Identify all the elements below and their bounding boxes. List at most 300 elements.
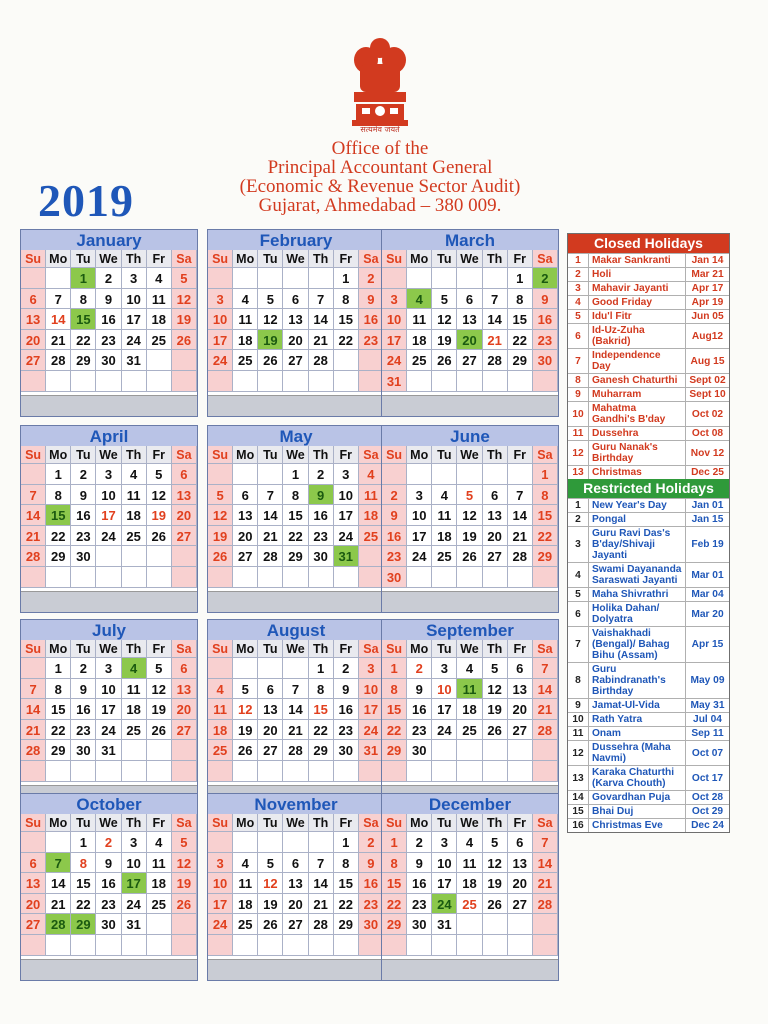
- day-cell: 25: [432, 546, 457, 567]
- month-footer: [382, 959, 558, 980]
- holiday-name: Idu'l Fitr: [589, 310, 686, 323]
- weekday-header: Fr: [508, 250, 533, 268]
- holiday-number: 4: [568, 563, 589, 587]
- empty-cell: [147, 567, 172, 588]
- empty-cell: [172, 546, 197, 567]
- weekday-header: We: [283, 640, 308, 658]
- day-cell: 3: [96, 658, 121, 679]
- day-cell: 26: [208, 546, 233, 567]
- empty-cell: [432, 371, 457, 392]
- holiday-date: Jan 01: [691, 500, 724, 511]
- day-cell: 2: [71, 464, 96, 485]
- holiday-row: [568, 790, 729, 804]
- day-cell: 9: [71, 485, 96, 506]
- empty-cell: [46, 761, 71, 782]
- day-cell: 23: [407, 720, 432, 741]
- day-cell: 28: [258, 546, 283, 567]
- empty-cell: [147, 371, 172, 392]
- day-cell: 6: [172, 464, 197, 485]
- empty-cell: [172, 567, 197, 588]
- weekday-header: Fr: [147, 814, 172, 832]
- holiday-row: [568, 712, 729, 726]
- holiday-row: [568, 281, 729, 295]
- day-cell: 24: [208, 350, 233, 371]
- month-name: July: [21, 620, 197, 640]
- day-cell: 22: [508, 330, 533, 351]
- weekday-header: Mo: [233, 640, 258, 658]
- day-cell: 11: [122, 485, 147, 506]
- empty-cell: [283, 567, 308, 588]
- day-cell: 20: [172, 505, 197, 526]
- empty-cell: [46, 268, 71, 289]
- month-days-grid: [382, 446, 558, 588]
- weekday-header: Sa: [172, 446, 197, 464]
- holiday-row: [568, 401, 729, 426]
- empty-cell: [46, 935, 71, 956]
- day-cell: 15: [309, 699, 334, 720]
- day-cell: 26: [483, 720, 508, 741]
- day-cell: 21: [533, 873, 558, 894]
- empty-cell: [258, 832, 283, 853]
- day-cell: 13: [483, 505, 508, 526]
- day-cell: 20: [258, 720, 283, 741]
- day-cell: 8: [283, 485, 308, 506]
- day-cell: 18: [122, 699, 147, 720]
- weekday-header: Su: [208, 640, 233, 658]
- day-cell: 14: [508, 505, 533, 526]
- holiday-date: Dec 24: [691, 820, 724, 831]
- day-cell: 4: [233, 289, 258, 310]
- day-cell: 28: [309, 350, 334, 371]
- day-cell: 19: [172, 873, 197, 894]
- holiday-number: 10: [568, 402, 589, 426]
- holiday-name: New Year's Day: [589, 499, 686, 512]
- day-cell: 14: [283, 699, 308, 720]
- month-footer: [208, 591, 384, 612]
- day-cell: 19: [258, 330, 283, 351]
- empty-cell: [208, 658, 233, 679]
- day-cell: 28: [533, 720, 558, 741]
- day-cell: 30: [309, 546, 334, 567]
- month-name: May: [208, 426, 384, 446]
- day-cell: 31: [122, 914, 147, 935]
- day-cell: 5: [483, 658, 508, 679]
- holiday-row: [568, 387, 729, 401]
- holiday-row: [568, 253, 729, 267]
- weekday-header: Su: [21, 250, 46, 268]
- restricted-holidays-heading: Restricted Holidays: [568, 479, 729, 498]
- day-cell: 16: [309, 505, 334, 526]
- holiday-number: 14: [568, 791, 589, 804]
- day-cell: 4: [407, 289, 432, 310]
- holiday-date: Dec 25: [691, 467, 724, 478]
- day-cell: 7: [46, 853, 71, 874]
- weekday-header: Th: [309, 250, 334, 268]
- empty-cell: [533, 371, 558, 392]
- day-cell: 2: [96, 832, 121, 853]
- holiday-date: May 31: [690, 700, 725, 711]
- day-cell: 5: [483, 832, 508, 853]
- day-cell: 5: [208, 485, 233, 506]
- day-cell: 19: [233, 720, 258, 741]
- empty-cell: [457, 914, 482, 935]
- holiday-name: Independence Day: [589, 349, 686, 373]
- day-cell: 4: [432, 485, 457, 506]
- empty-cell: [508, 371, 533, 392]
- weekday-header: Th: [309, 446, 334, 464]
- holiday-number: 8: [568, 663, 589, 698]
- month-november: [207, 793, 385, 981]
- day-cell: 27: [283, 350, 308, 371]
- weekday-header: Tu: [432, 640, 457, 658]
- day-cell: 12: [457, 505, 482, 526]
- empty-cell: [283, 371, 308, 392]
- day-cell: 9: [359, 289, 384, 310]
- day-cell: 29: [382, 914, 407, 935]
- day-cell: 29: [71, 914, 96, 935]
- holiday-name: Muharram: [589, 388, 686, 401]
- day-cell: 8: [508, 289, 533, 310]
- weekday-header: Th: [122, 446, 147, 464]
- weekday-header: Mo: [407, 250, 432, 268]
- day-cell: 16: [334, 699, 359, 720]
- empty-cell: [147, 740, 172, 761]
- day-cell: 13: [258, 699, 283, 720]
- weekday-header: Mo: [407, 640, 432, 658]
- weekday-header: Tu: [258, 640, 283, 658]
- empty-cell: [46, 567, 71, 588]
- day-cell: 7: [21, 485, 46, 506]
- day-cell: 10: [382, 309, 407, 330]
- day-cell: 2: [334, 658, 359, 679]
- empty-cell: [483, 371, 508, 392]
- holiday-date: Jan 14: [691, 255, 724, 266]
- day-cell: 1: [71, 832, 96, 853]
- weekday-header: We: [96, 640, 121, 658]
- day-cell: 11: [457, 679, 482, 700]
- day-cell: 16: [71, 699, 96, 720]
- day-cell: 26: [172, 894, 197, 915]
- holiday-name: Guru Rabindranath's Birthday: [589, 663, 686, 698]
- holiday-number: 2: [568, 268, 589, 281]
- empty-cell: [407, 935, 432, 956]
- holiday-number: 1: [568, 499, 589, 512]
- holiday-number: 6: [568, 602, 589, 626]
- weekday-header: Fr: [334, 446, 359, 464]
- day-cell: 12: [172, 853, 197, 874]
- empty-cell: [334, 567, 359, 588]
- day-cell: 1: [71, 268, 96, 289]
- holiday-number: 6: [568, 324, 589, 348]
- weekday-header: Sa: [533, 250, 558, 268]
- empty-cell: [432, 761, 457, 782]
- holiday-name: Rath Yatra: [589, 713, 686, 726]
- weekday-header: Fr: [334, 640, 359, 658]
- empty-cell: [208, 464, 233, 485]
- day-cell: 25: [147, 894, 172, 915]
- day-cell: 1: [382, 832, 407, 853]
- weekday-header: Mo: [46, 250, 71, 268]
- empty-cell: [283, 761, 308, 782]
- weekday-header: Th: [483, 814, 508, 832]
- weekday-header: We: [96, 250, 121, 268]
- weekday-header: Tu: [432, 814, 457, 832]
- day-cell: 18: [147, 309, 172, 330]
- day-cell: 4: [233, 853, 258, 874]
- empty-cell: [147, 914, 172, 935]
- holiday-row: [568, 323, 729, 348]
- day-cell: 29: [71, 350, 96, 371]
- day-cell: 14: [533, 679, 558, 700]
- weekday-header: Su: [208, 814, 233, 832]
- weekday-header: Tu: [71, 250, 96, 268]
- day-cell: 21: [21, 720, 46, 741]
- day-cell: 22: [382, 720, 407, 741]
- day-cell: 28: [533, 894, 558, 915]
- empty-cell: [122, 935, 147, 956]
- day-cell: 8: [382, 679, 407, 700]
- day-cell: 14: [258, 505, 283, 526]
- office-title: [215, 139, 545, 215]
- empty-cell: [258, 464, 283, 485]
- day-cell: 12: [147, 485, 172, 506]
- day-cell: 2: [309, 464, 334, 485]
- day-cell: 12: [483, 853, 508, 874]
- weekday-header: Sa: [172, 814, 197, 832]
- empty-cell: [122, 371, 147, 392]
- day-cell: 13: [233, 505, 258, 526]
- day-cell: 16: [407, 873, 432, 894]
- month-name: September: [382, 620, 558, 640]
- holiday-date: Mar 04: [691, 589, 724, 600]
- day-cell: 15: [71, 873, 96, 894]
- day-cell: 28: [21, 740, 46, 761]
- month-footer: [208, 395, 384, 416]
- empty-cell: [122, 761, 147, 782]
- office-line: (Economic & Revenue Sector Audit): [239, 176, 521, 197]
- day-cell: 21: [46, 330, 71, 351]
- day-cell: 3: [407, 485, 432, 506]
- day-cell: 19: [147, 699, 172, 720]
- weekday-header: Th: [483, 250, 508, 268]
- day-cell: 18: [122, 505, 147, 526]
- day-cell: 15: [283, 505, 308, 526]
- day-cell: 24: [96, 526, 121, 547]
- day-cell: 7: [483, 289, 508, 310]
- day-cell: 26: [233, 740, 258, 761]
- empty-cell: [233, 371, 258, 392]
- office-line: Office of the: [331, 138, 429, 159]
- day-cell: 4: [147, 268, 172, 289]
- holiday-name: Guru Nanak's Birthday: [589, 441, 686, 465]
- empty-cell: [21, 761, 46, 782]
- month-name: February: [208, 230, 384, 250]
- weekday-header: Mo: [233, 814, 258, 832]
- weekday-header: Sa: [533, 446, 558, 464]
- weekday-header: Mo: [233, 250, 258, 268]
- holiday-date: Mar 20: [691, 608, 724, 620]
- emblem-motto: सत्यमेव जयते: [360, 125, 400, 134]
- empty-cell: [508, 914, 533, 935]
- day-cell: 26: [457, 546, 482, 567]
- weekday-header: We: [96, 814, 121, 832]
- holiday-number: 2: [568, 513, 589, 526]
- weekday-header: Tu: [432, 446, 457, 464]
- day-cell: 28: [21, 546, 46, 567]
- day-cell: 21: [533, 699, 558, 720]
- day-cell: 25: [457, 894, 482, 915]
- day-cell: 16: [71, 505, 96, 526]
- empty-cell: [147, 761, 172, 782]
- day-cell: 28: [46, 350, 71, 371]
- empty-cell: [233, 567, 258, 588]
- day-cell: 2: [71, 658, 96, 679]
- holiday-number: 3: [568, 527, 589, 562]
- weekday-header: Su: [21, 640, 46, 658]
- holiday-number: 11: [568, 427, 589, 440]
- holiday-date: Apr 17: [691, 283, 724, 294]
- empty-cell: [457, 371, 482, 392]
- day-cell: 20: [483, 526, 508, 547]
- day-cell: 8: [46, 485, 71, 506]
- holiday-row: [568, 562, 729, 587]
- day-cell: 4: [208, 679, 233, 700]
- day-cell: 24: [96, 720, 121, 741]
- empty-cell: [508, 567, 533, 588]
- holiday-number: 5: [568, 310, 589, 323]
- day-cell: 6: [258, 679, 283, 700]
- holiday-name: Mahatma Gandhi's B'day: [589, 402, 686, 426]
- day-cell: 27: [233, 546, 258, 567]
- day-cell: 7: [309, 289, 334, 310]
- month-name: August: [208, 620, 384, 640]
- day-cell: 24: [334, 526, 359, 547]
- empty-cell: [457, 567, 482, 588]
- weekday-header: Fr: [508, 814, 533, 832]
- holiday-row: [568, 465, 729, 479]
- holiday-date: Mar 01: [691, 569, 724, 581]
- day-cell: 5: [457, 485, 482, 506]
- day-cell: 5: [432, 289, 457, 310]
- day-cell: 5: [258, 853, 283, 874]
- day-cell: 1: [382, 658, 407, 679]
- empty-cell: [407, 761, 432, 782]
- weekday-header: Fr: [147, 446, 172, 464]
- day-cell: 16: [96, 309, 121, 330]
- weekday-header: Sa: [359, 250, 384, 268]
- holiday-date: Aug 15: [690, 355, 725, 367]
- day-cell: 26: [172, 330, 197, 351]
- day-cell: 26: [432, 350, 457, 371]
- empty-cell: [334, 935, 359, 956]
- month-days-grid: [208, 250, 384, 392]
- day-cell: 11: [233, 873, 258, 894]
- day-cell: 2: [407, 658, 432, 679]
- empty-cell: [233, 464, 258, 485]
- weekday-header: Mo: [233, 446, 258, 464]
- empty-cell: [233, 935, 258, 956]
- day-cell: 31: [432, 914, 457, 935]
- day-cell: 15: [382, 699, 407, 720]
- holiday-row: [568, 587, 729, 601]
- day-cell: 22: [334, 894, 359, 915]
- day-cell: 9: [334, 679, 359, 700]
- day-cell: 28: [309, 914, 334, 935]
- holiday-name: Christmas Eve: [589, 819, 686, 832]
- day-cell: 30: [71, 546, 96, 567]
- day-cell: 24: [208, 914, 233, 935]
- day-cell: 8: [334, 853, 359, 874]
- empty-cell: [457, 268, 482, 289]
- empty-cell: [382, 761, 407, 782]
- holiday-date: Aug12: [691, 330, 724, 342]
- empty-cell: [334, 761, 359, 782]
- day-cell: 17: [432, 699, 457, 720]
- day-cell: 20: [233, 526, 258, 547]
- day-cell: 27: [483, 546, 508, 567]
- empty-cell: [457, 761, 482, 782]
- weekday-header: Tu: [71, 640, 96, 658]
- day-cell: 29: [46, 740, 71, 761]
- holiday-name: Vaishakhadi (Bengal)/ Bahag Bihu (Assam): [589, 627, 686, 662]
- day-cell: 19: [483, 873, 508, 894]
- day-cell: 14: [533, 853, 558, 874]
- holiday-date: Jan 15: [691, 514, 724, 525]
- office-line: Principal Accountant General: [267, 157, 493, 178]
- weekday-header: Tu: [432, 250, 457, 268]
- day-cell: 15: [533, 505, 558, 526]
- holiday-row: [568, 726, 729, 740]
- restricted-holidays-list: [568, 498, 729, 832]
- weekday-header: Fr: [508, 640, 533, 658]
- holiday-name: Pongal: [589, 513, 686, 526]
- month-may: [207, 425, 385, 613]
- empty-cell: [432, 740, 457, 761]
- day-cell: 25: [407, 350, 432, 371]
- holiday-row: [568, 698, 729, 712]
- day-cell: 27: [457, 350, 482, 371]
- day-cell: 18: [233, 330, 258, 351]
- holiday-number: 11: [568, 727, 589, 740]
- month-name: June: [382, 426, 558, 446]
- day-cell: 21: [483, 330, 508, 351]
- day-cell: 6: [483, 485, 508, 506]
- day-cell: 9: [96, 289, 121, 310]
- day-cell: 20: [283, 330, 308, 351]
- month-february: [207, 229, 385, 417]
- empty-cell: [147, 350, 172, 371]
- day-cell: 25: [208, 740, 233, 761]
- day-cell: 11: [208, 699, 233, 720]
- day-cell: 4: [457, 658, 482, 679]
- day-cell: 27: [508, 720, 533, 741]
- day-cell: 3: [122, 268, 147, 289]
- day-cell: 1: [46, 658, 71, 679]
- day-cell: 30: [407, 740, 432, 761]
- holiday-date: Sept 10: [689, 389, 726, 400]
- day-cell: 20: [172, 699, 197, 720]
- weekday-header: Fr: [147, 250, 172, 268]
- empty-cell: [407, 464, 432, 485]
- empty-cell: [382, 268, 407, 289]
- day-cell: 30: [382, 567, 407, 588]
- day-cell: 19: [208, 526, 233, 547]
- holiday-row: [568, 512, 729, 526]
- holiday-name: Holika Dahan/ Dolyatra: [589, 602, 686, 626]
- holiday-number: 8: [568, 374, 589, 387]
- day-cell: 3: [208, 289, 233, 310]
- empty-cell: [309, 832, 334, 853]
